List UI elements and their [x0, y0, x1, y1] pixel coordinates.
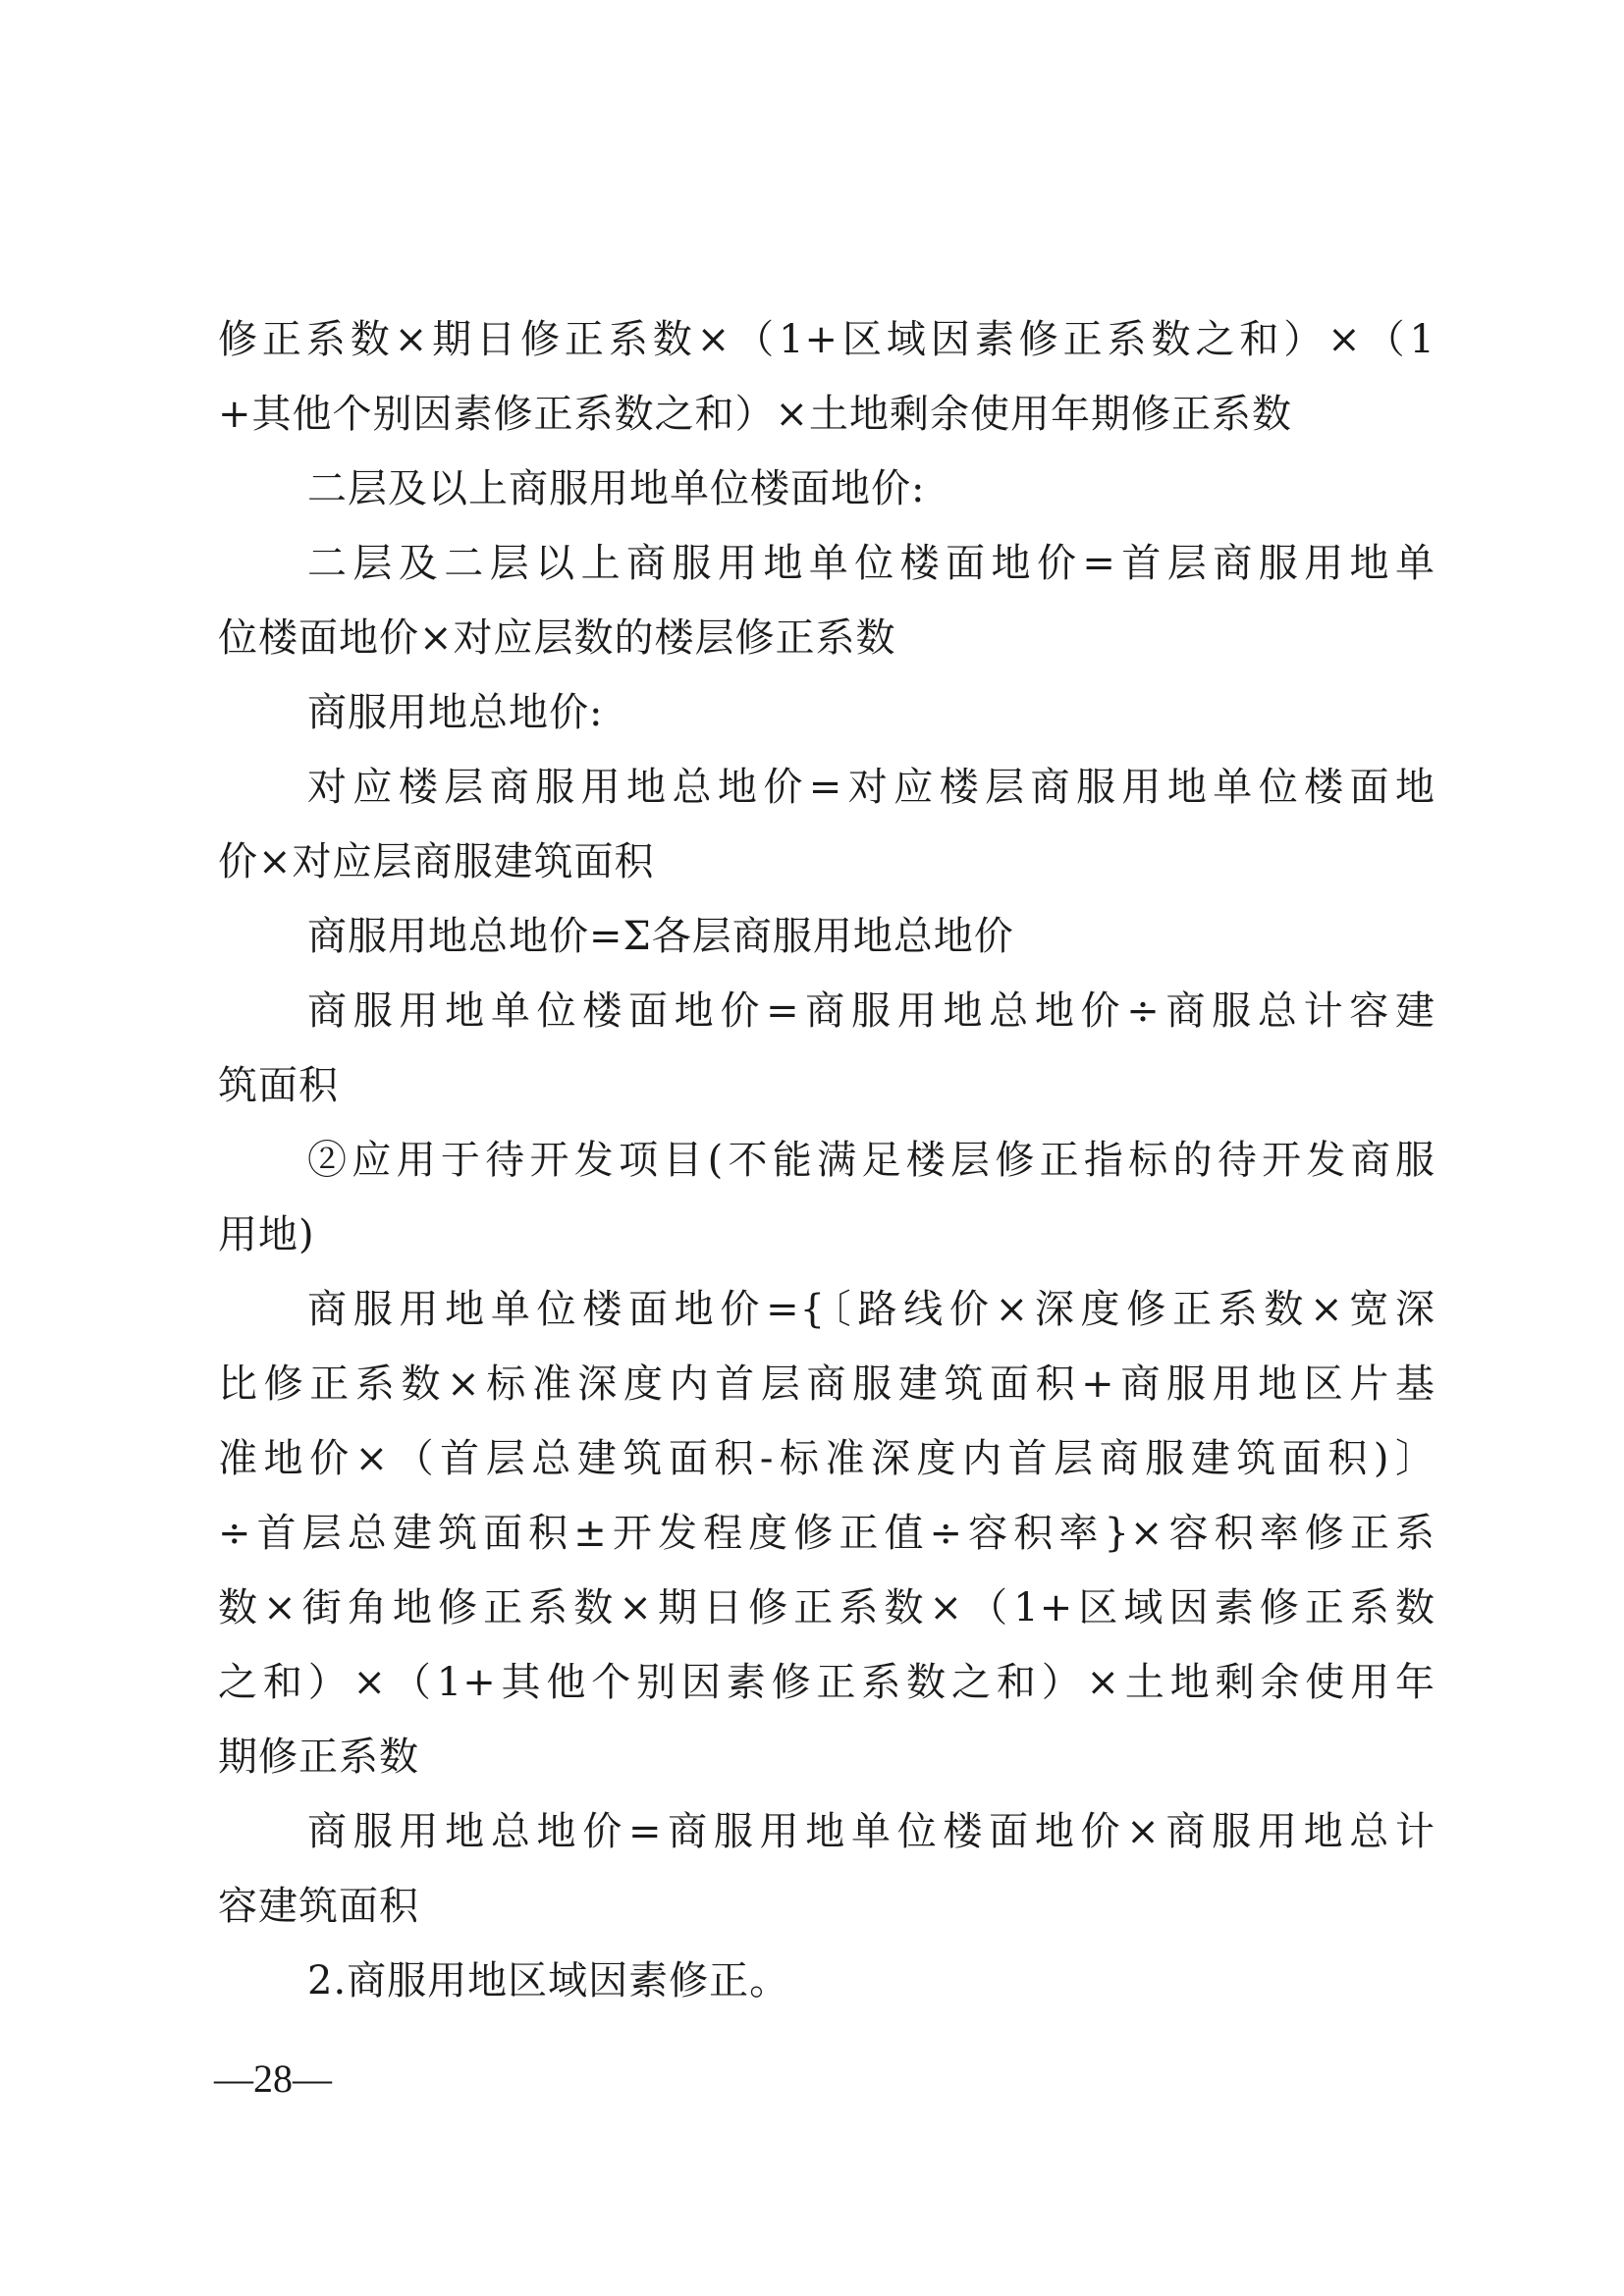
text-line: 筑面积	[218, 1063, 339, 1108]
text-line: 商服用地总地价=商服用地单位楼面地价×商服用地总计	[307, 1809, 1435, 1854]
page-number: —28—	[214, 2056, 332, 2101]
text-line: 修正系数×期日修正系数×（1+区域因素修正系数之和）×（1	[218, 317, 1435, 362]
text-line: +其他个别因素修正系数之和）×土地剩余使用年期修正系数	[218, 392, 1293, 437]
text-line: 期修正系数	[218, 1735, 419, 1780]
text-line: 容建筑面积	[218, 1884, 419, 1929]
text-line: 商服用地总地价:	[307, 690, 604, 735]
text-line: 商服用地单位楼面地价={〔路线价×深度修正系数×宽深	[307, 1287, 1435, 1332]
text-line: 用地)	[218, 1212, 315, 1257]
text-line: 比修正系数×标准深度内首层商服建筑面积+商服用地区片基	[218, 1362, 1435, 1407]
text-line: 数×街角地修正系数×期日修正系数×（1+区域因素修正系数	[218, 1585, 1435, 1630]
text-line: 价×对应层商服建筑面积	[218, 839, 655, 884]
text-line: 二层及以上商服用地单位楼面地价:	[307, 466, 926, 511]
text-line: 商服用地单位楼面地价=商服用地总地价÷商服总计容建	[307, 988, 1435, 1034]
text-line: 商服用地总地价=Σ各层商服用地总地价	[307, 914, 1014, 959]
text-line: 对应楼层商服用地总地价=对应楼层商服用地单位楼面地	[307, 765, 1435, 810]
text-line: ②应用于待开发项目(不能满足楼层修正指标的待开发商服	[307, 1138, 1435, 1183]
text-line: 2.商服用地区域因素修正。	[307, 1958, 790, 2003]
text-line: 二层及二层以上商服用地单位楼面地价=首层商服用地单	[307, 541, 1435, 586]
text-line: 位楼面地价×对应层数的楼层修正系数	[218, 615, 896, 661]
text-line: 之和）×（1+其他个别因素修正系数之和）×土地剩余使用年	[218, 1660, 1435, 1705]
text-line: 准地价×（首层总建筑面积-标准深度内首层商服建筑面积)〕	[218, 1436, 1435, 1481]
text-line: ÷首层总建筑面积±开发程度修正值÷容积率}×容积率修正系	[218, 1511, 1435, 1556]
